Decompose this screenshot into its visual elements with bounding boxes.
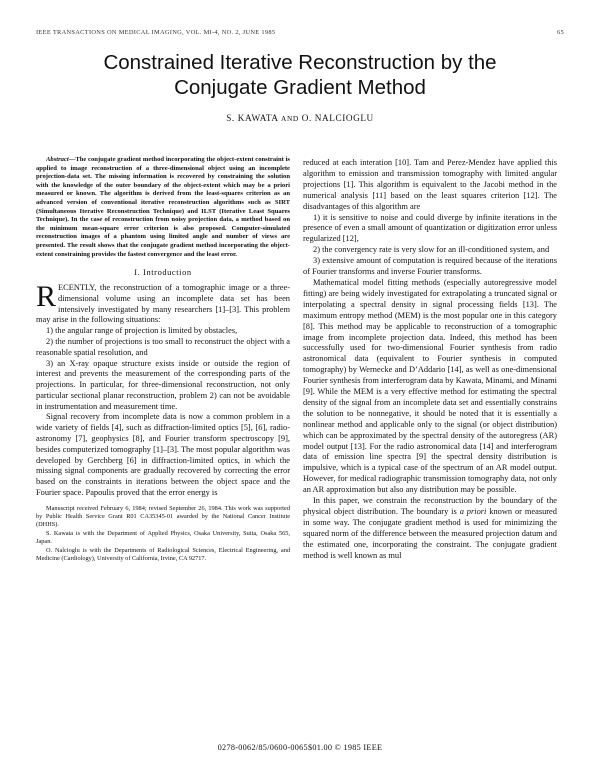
authors [0, 113, 600, 123]
intro-item-2: 2) the number of projections is too small to reconstruct the object with a reasonable spatial resolution, and [36, 336, 290, 357]
section-heading: I. Introduction [134, 268, 192, 278]
page-number: 65 [557, 29, 564, 36]
right-item-3: 3) extensive amount of computation is required because of the iterations of Fourier transforms and inverse Fourier transforms. [303, 256, 557, 277]
author-2: O. NALCIOGLU [301, 113, 374, 123]
right-item-1: 1) it is sensitive to noise and could diverge by infinite iterations in the presence of even a small amount of quantization or digitization error unless regularized [12], [303, 212, 557, 244]
running-head [36, 29, 564, 36]
paper-title [0, 50, 600, 100]
copyright-footer: 0278-0062/85/0600-0065$01.00 © 1985 IEEE [217, 743, 383, 752]
drop-cap: R [36, 279, 57, 313]
abstract-label: Abstract [46, 156, 69, 163]
intro-paragraph-1: RECENTLY, the reconstruction of a tomographic image or a three-dimensional volume using an incomplete data set has been intensively investigated by many researchers [1]–[3]. This problem may arise in the following situations: [36, 279, 290, 325]
author-1: S. KAWATA [226, 113, 279, 123]
right-item-2: 2) the convergency rate is very slow for an ill-conditioned system, and [313, 245, 550, 255]
abstract [36, 156, 290, 259]
title-line-2: Conjugate Gradient Method [174, 76, 426, 99]
intro-item-3: 3) an X-ray opaque structure exists inside or outside the region of interest and prevents the measurement of the corresponding parts of the projections. In particular, for three-dimensional reconstruction, not only particular sectional planar reconstruction, problem 2) can not be avoidable in instrumentation and measurement time. [36, 358, 290, 411]
footnote-author-1: S. Kawata is with the Department of Applied Physics, Osaka University, Suita, Osaka 565, Japan. [36, 529, 290, 545]
title-line-1: Constrained Iterative Reconstruction by the [103, 51, 497, 74]
left-column [36, 156, 290, 563]
authors-and: AND [281, 114, 299, 123]
right-paragraph-1: reduced at each interation [10]. Tam and Perez-Mendez have applied this algorithm to emission and transmission tomography with limited angular projections [1]. This algorithm is equivalent to the Jacobi method in the numerical analysis [11] based on the least squares criterion [12]. The disadvantages of this algorithm are [303, 158, 557, 211]
right-paragraph-2: Mathematical model fitting methods (especially autoregressive model fitting) are being widely investigated for extrapolating a truncated signal or interpolating a spectral density in signal processing fields [13]. The maximum entropy method (MEM) is the most popular one in this category [8]. This method may be applicable to reconstruction of a tomographic image from incomplete projection data. Indeed, this method has been successfully used for two-dimensional Fourier synthesis from radio astronomical data (equivalent to Fourier synthesis in computed tomography) by Wernecke and D’Addario [14], as well as one-dimensional Fourier synthesis from interferogram data by Kawata, Minami, and Minami [9]. While the MEM is a very effective method for estimating the spectral density of the signal from an incomplete data set and essentially constrains the solution to be nonnegative, it should be noted that it is essentially a nonlinear method and applicable only to the signal (or object distribution) which can be approximated by the spectral density of the autoregress (AR) model output [13]. For the radio astronomical data [14] and interferogram data of emission line spectra [9] the spectral density distribution is impulsive, which is a typical case of the spectrum of an AR model output. However, for medical radiographic transmission tomography data, not only an AR approximation but also any distribution may be possible. [303, 277, 557, 495]
intro-paragraph-2: Signal recovery from incomplete data is now a common problem in a wide variety of fields [4], such as diffraction-limited optics [5], [6], radio-astronomy [7], geophysics [8], and Fourier transform spectroscopy [9], besides computerized tomography [1]–[3]. The most popular algorithm was developed by Gerchberg [6] in diffraction-limited optics, in which the missing signal components are gradually recovered by correcting the error based on the constraints in iterations between the object space and the Fourier space. Papoulis proved that the error energy is [36, 412, 290, 498]
right-paragraph-3: In this paper, we constrain the reconstruction by the boundary of the physical object distribution. The boundary is a priori known or measured in some way. The conjugate gradient method is used for minimizing the squared norm of the difference between the measured projection datum and the estimated one, incorporating the constraint. The conjugate gradient method is well known as mul [303, 496, 557, 560]
intro-item-1: 1) the angular range of projection is limited by obstacles, [46, 326, 238, 336]
footnote-author-2: O. Nalcioglu is with the Departments of Radiological Sciences, Electrical Engineering, and Medicine (Cardiology), University of California, Irvine, CA 92717. [36, 546, 290, 562]
journal-info: IEEE TRANSACTIONS ON MEDICAL IMAGING, VOL. MI-4, NO. 2, JUNE 1985 [36, 29, 276, 36]
right-column [303, 158, 557, 562]
emphasis-a-priori: a priori [459, 507, 487, 516]
footnote-manuscript: Manuscript received February 6, 1984; revised September 26, 1984. This work was supported by Public Health Service Grant R01 CA35345-01 awarded by the National Cancer Institute (DHHS). [36, 504, 290, 528]
abstract-text: —The conjugate gradient method incorporating the object-extent constraint is applied to image reconstruction of a three-dimensional object using an incomplete projection-data set. The missing information is recovered by constraining the solution with the knowledge of the outer boundary of the object-extent which may be a priori measured or known. The algorithm is derived from the least-squares criterion as an advanced version of conventional iterative reconstruction algorithms such as SIRT (Simultaneous Iterative Reconstruction Technique) and ILST (Iterative Least Squares Technique). In the case of reconstruction from noisy projection data, a method based on the minimum mean-square error criterion is also proposed. Computer-simulated reconstruction images of a phantom using limited angle and number of views are presented. The result shows that the conjugate gradient method incorporating the object-extent constraining provides the fastest convergence and the least error. [36, 156, 290, 258]
